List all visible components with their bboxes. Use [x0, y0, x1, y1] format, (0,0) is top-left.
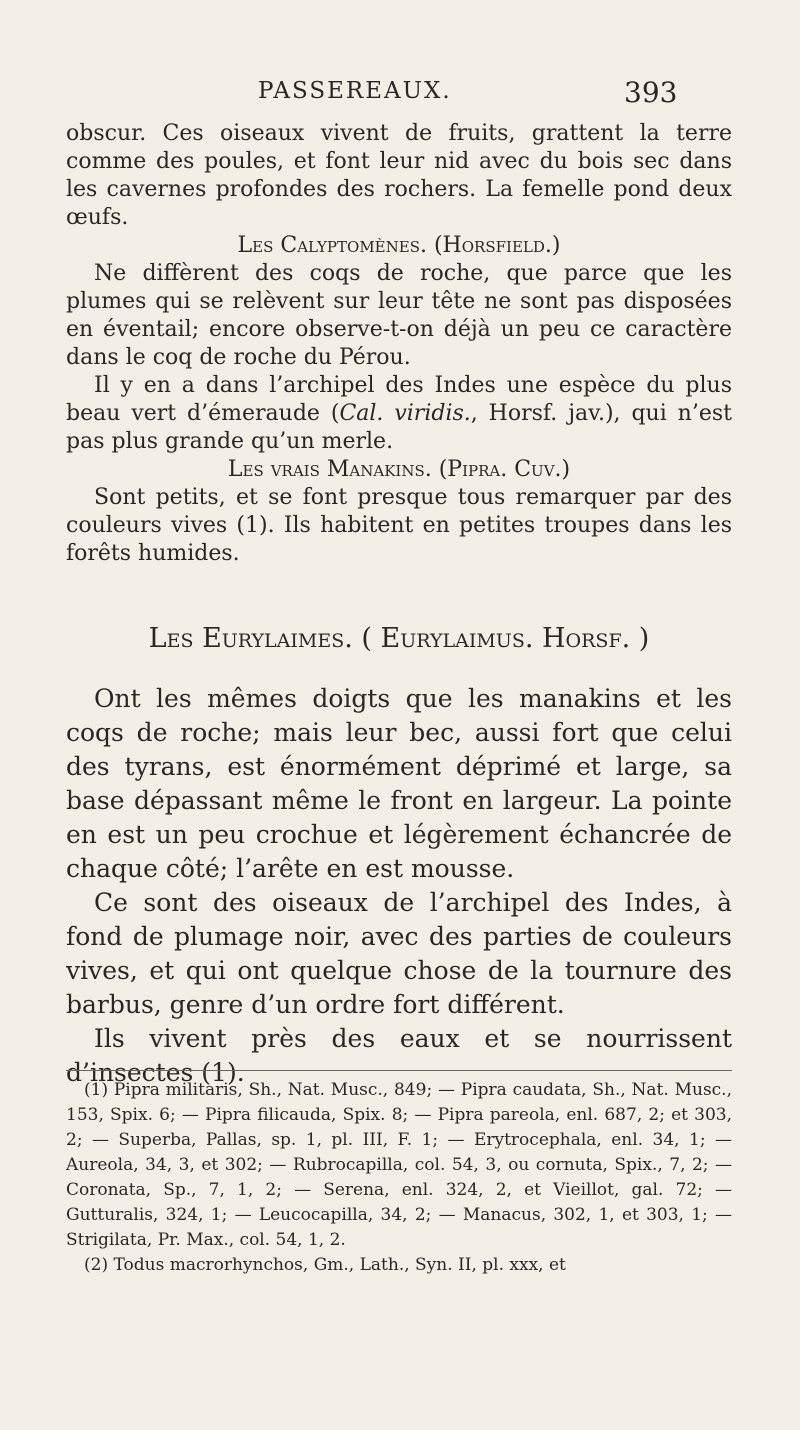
- footnote-1: (1) Pipra militaris, Sh., Nat. Musc., 849; — Pipra caudata, Sh., Nat. Musc., 153, Spix. 6; — Pipra filicauda, Spix. 8; — Pipra pareola, enl. 687, 2; et 303, 2; — Superba, Pallas, sp. 1, pl. III, F. 1; — Erytrocephala, enl. 34, 1; — Aureola, 34, 3, et 302; — Rubrocapilla, col. 54, 3, ou cornuta, Spix., 7, 2; — Coronata, Sp., 7, 1, 2; — Serena, enl. 324, 2, et Vieillot, gal. 72; — Gutturalis, 324, 1; — Leucocapilla, 34, 2; — Manacus, 302, 1, et 303, 1; — Strigilata, Pr. Max., col. 54, 1, 2.: [66, 1080, 732, 1250]
- footnote-rule: [66, 1070, 732, 1071]
- page-number: 393: [624, 76, 678, 109]
- paragraph-3: [66, 372, 732, 456]
- paragraph-6: Ce sont des oiseaux de l’archipel des Indes, à fond de plumage noir, avec des parties de couleurs vives, et qui ont quelque chose de la tournure des barbus, genre d’un ordre fort différent.: [66, 888, 732, 1019]
- section-heading-manakins: Les vrais Manakins. (Pipra. Cuv.): [227, 457, 571, 482]
- species-name: Cal. viridis.: [339, 401, 471, 426]
- paragraph-3-text-a: Il y en a dans l’archipel des Indes une espèce du plus beau vert d’émeraude (: [66, 373, 732, 426]
- paragraph-7: Ils vivent près des eaux et se nourrissent d’insectes (1).: [66, 1024, 732, 1087]
- section-heading-calyptomenes: Les Calyptomènes. (Horsfield.): [237, 233, 561, 258]
- running-head: PASSEREAUX.: [258, 78, 452, 104]
- paragraph-2: Ne diffèrent des coqs de roche, que parce que les plumes qui se relèvent sur leur tête ne sont pas disposées en éventail; encore observe-t-on déjà un peu ce caractère dans le coq de roche du Pérou.: [66, 261, 732, 370]
- footnote-2: (2) Todus macrorhynchos, Gm., Lath., Syn. II, pl. xxx, et: [84, 1255, 566, 1275]
- eurylaimes-section: [66, 600, 732, 1090]
- main-text: [66, 120, 732, 568]
- paragraph-3-text-c: , Horsf. jav.), qui n’est pas plus grande qu’un merle.: [66, 401, 732, 454]
- paragraph-1: obscur. Ces oiseaux vivent de fruits, grattent la terre comme des poules, et font leur nid avec du bois sec dans les cavernes profondes des rochers. La femelle pond deux œufs.: [66, 121, 732, 230]
- section-heading-eurylaimes: Les Eurylaimes. ( Eurylaimus. Horsf. ): [148, 623, 650, 654]
- page-header: [0, 78, 800, 118]
- paragraph-5: Ont les mêmes doigts que les manakins et les coqs de roche; mais leur bec, aussi fort que celui des tyrans, est énormément déprimé et large, sa base dépassant même le front en largeur. La pointe en est un peu crochue et légèrement échancrée de chaque côté; l’arête en est mousse.: [66, 684, 732, 883]
- footnotes: [66, 1078, 732, 1278]
- paragraph-4: Sont petits, et se font presque tous remarquer par des couleurs vives (1). Ils habitent en petites troupes dans les forêts humides.: [66, 485, 732, 566]
